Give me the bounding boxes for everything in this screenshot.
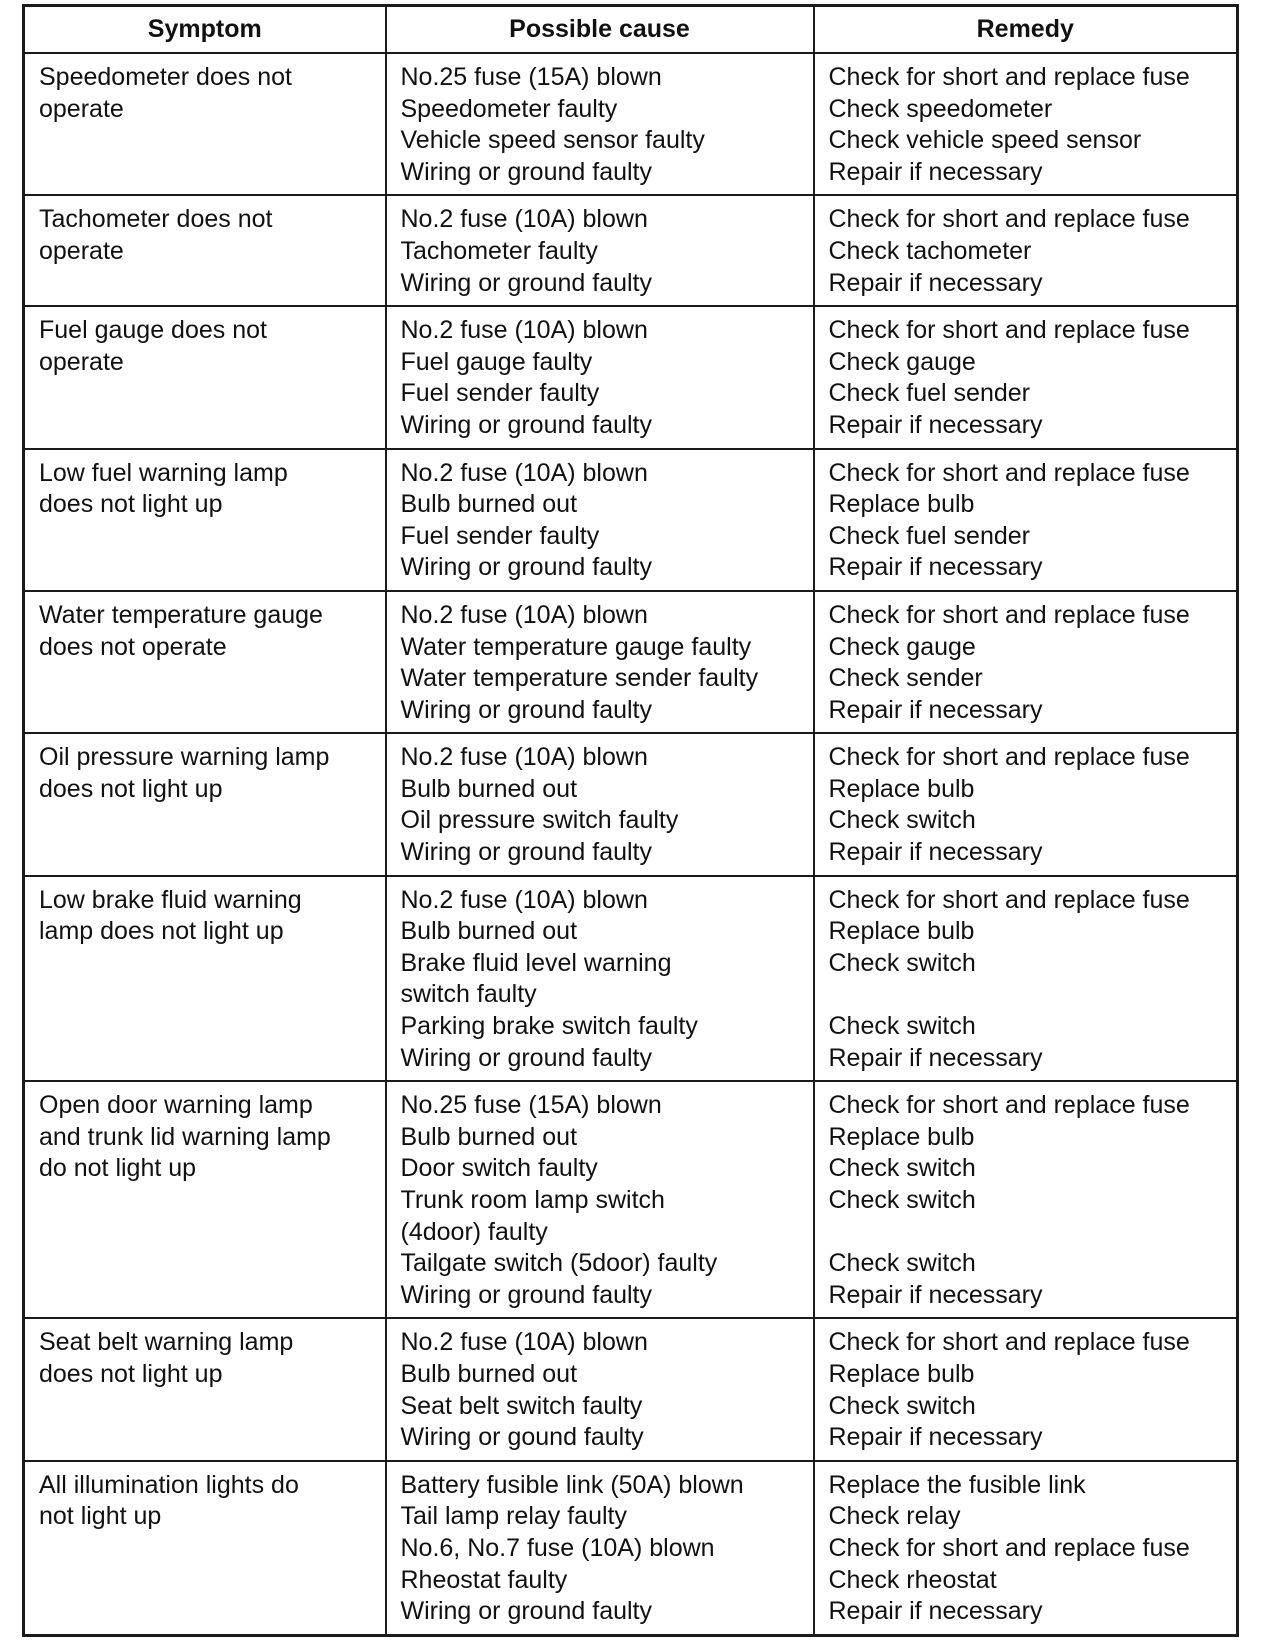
remedy-line: Repair if necessary	[828, 1423, 1043, 1452]
cause-line: Tachometer faulty	[400, 236, 598, 265]
cause-line: No.2 fuse (10A) blown	[400, 316, 648, 345]
symptom-cell	[24, 1461, 386, 1635]
symptom-line: All illumination lights do	[39, 1470, 299, 1499]
cause-line: Parking brake switch faulty	[400, 1012, 698, 1041]
cause-line: No.2 fuse (10A) blown	[400, 1328, 648, 1357]
cause-line: Speedometer faulty	[400, 94, 618, 123]
cause-line: Wiring or ground faulty	[400, 695, 653, 724]
remedy-line: Replace bulb	[828, 1359, 975, 1388]
remedy-line: Check for short and replace fuse	[828, 316, 1190, 345]
cause-line: No.2 fuse (10A) blown	[400, 458, 648, 487]
table-row	[24, 195, 1238, 306]
cause-line: Seat belt switch faulty	[400, 1391, 643, 1420]
table-row	[24, 1318, 1238, 1460]
cause-line: Brake fluid level warning	[400, 948, 672, 977]
possible-cause-cell	[386, 306, 814, 448]
possible-cause-cell	[386, 1081, 814, 1318]
remedy-line	[829, 1217, 1227, 1249]
table-row	[24, 1461, 1238, 1635]
symptom-line: Tachometer does not	[39, 205, 273, 234]
remedy-cell	[814, 591, 1238, 733]
remedy-line: Check switch	[828, 948, 976, 977]
table-row	[24, 449, 1238, 591]
symptom-line: does not light up	[39, 490, 223, 519]
possible-cause-cell	[386, 449, 814, 591]
header-symptom: Symptom	[24, 6, 386, 54]
cause-line: Wiring or ground faulty	[400, 268, 653, 297]
cause-line: Tailgate switch (5door) faulty	[400, 1249, 718, 1278]
remedy-cell	[814, 1081, 1238, 1318]
remedy-line: Check vehicle speed sensor	[828, 126, 1142, 155]
remedy-line	[829, 979, 1227, 1011]
remedy-line: Check gauge	[828, 347, 976, 376]
remedy-line: Repair if necessary	[828, 838, 1043, 867]
remedy-cell	[814, 449, 1238, 591]
symptom-line: does not light up	[39, 774, 223, 803]
remedy-line: Check relay	[828, 1502, 961, 1531]
remedy-line: Check switch	[828, 1391, 976, 1420]
symptom-line: Oil pressure warning lamp	[39, 743, 330, 772]
symptom-line: Seat belt warning lamp	[39, 1328, 294, 1357]
cause-line: Rheostat faulty	[400, 1565, 568, 1594]
possible-cause-cell	[386, 733, 814, 875]
cause-line: Wiring or ground faulty	[400, 1043, 653, 1072]
cause-line: Wiring or ground faulty	[400, 553, 653, 582]
cause-line: Bulb burned out	[400, 774, 578, 803]
remedy-line: Repair if necessary	[828, 410, 1043, 439]
cause-line: Bulb burned out	[400, 917, 578, 946]
remedy-line: Repair if necessary	[828, 157, 1043, 186]
remedy-line: Check tachometer	[828, 236, 1032, 265]
remedy-cell	[814, 306, 1238, 448]
remedy-line: Repair if necessary	[828, 695, 1043, 724]
cause-line: No.25 fuse (15A) blown	[400, 63, 662, 91]
cause-line: No.2 fuse (10A) blown	[400, 205, 648, 234]
cause-line: Wiring or gound faulty	[400, 1423, 644, 1452]
table-row	[24, 1081, 1238, 1318]
remedy-line: Repair if necessary	[828, 553, 1043, 582]
symptom-cell	[24, 195, 386, 306]
remedy-cell	[814, 53, 1238, 195]
header-remedy: Remedy	[814, 6, 1238, 54]
symptom-line: operate	[39, 236, 124, 265]
symptom-line: Low fuel warning lamp	[39, 458, 288, 487]
remedy-line: Replace bulb	[828, 774, 975, 803]
table-body	[24, 53, 1238, 1635]
remedy-line: Check switch	[828, 1154, 976, 1183]
cause-line: No.2 fuse (10A) blown	[400, 600, 648, 629]
header-possible-cause: Possible cause	[386, 6, 814, 54]
cause-line: Fuel sender faulty	[400, 379, 600, 408]
symptom-line: do not light up	[39, 1154, 197, 1183]
symptom-line: Fuel gauge does not	[39, 316, 267, 345]
symptom-line: Open door warning lamp	[39, 1091, 313, 1120]
symptom-cell	[24, 876, 386, 1082]
header-row	[24, 6, 1238, 54]
symptom-cell	[24, 449, 386, 591]
possible-cause-cell	[386, 195, 814, 306]
symptom-line: operate	[39, 94, 124, 123]
remedy-line: Check switch	[828, 1186, 976, 1214]
remedy-line: Check sender	[828, 664, 983, 693]
remedy-line: Check fuel sender	[828, 379, 1031, 408]
remedy-line: Check for short and replace fuse	[828, 743, 1190, 772]
cause-line: Fuel sender faulty	[400, 521, 600, 550]
remedy-cell	[814, 195, 1238, 306]
remedy-line: Check fuel sender	[828, 521, 1031, 550]
remedy-cell	[814, 1461, 1238, 1635]
cause-line: Water temperature gauge faulty	[400, 632, 752, 661]
symptom-cell	[24, 53, 386, 195]
cause-line: No.2 fuse (10A) blown	[400, 885, 648, 914]
remedy-line: Repair if necessary	[828, 1597, 1043, 1626]
troubleshooting-table	[22, 4, 1239, 1637]
remedy-line: Check for short and replace fuse	[828, 63, 1190, 91]
symptom-line: not light up	[39, 1502, 162, 1531]
remedy-cell	[814, 1318, 1238, 1460]
remedy-line: Repair if necessary	[828, 268, 1043, 297]
remedy-line: Check for short and replace fuse	[828, 1533, 1190, 1562]
possible-cause-cell	[386, 876, 814, 1082]
cause-line: Bulb burned out	[400, 490, 578, 519]
document-page	[22, 4, 1236, 1637]
symptom-line: and trunk lid warning lamp	[39, 1122, 331, 1151]
remedy-line: Check switch	[828, 806, 976, 835]
symptom-cell	[24, 1081, 386, 1318]
cause-line: Oil pressure switch faulty	[400, 806, 679, 835]
symptom-line: Speedometer does not	[39, 63, 292, 91]
symptom-line: does not operate	[39, 632, 227, 661]
cause-line: Bulb burned out	[400, 1122, 578, 1151]
symptom-line: Low brake fluid warning	[39, 885, 302, 914]
symptom-cell	[24, 1318, 386, 1460]
cause-line: Fuel gauge faulty	[400, 347, 593, 376]
cause-line: Bulb burned out	[400, 1359, 578, 1388]
remedy-line: Check for short and replace fuse	[828, 1091, 1190, 1120]
symptom-cell	[24, 591, 386, 733]
remedy-line: Repair if necessary	[828, 1043, 1043, 1072]
remedy-line: Check rheostat	[828, 1565, 997, 1594]
table-row	[24, 591, 1238, 733]
remedy-line: Check for short and replace fuse	[828, 458, 1190, 487]
cause-line: No.2 fuse (10A) blown	[400, 743, 648, 772]
cause-line: No.6, No.7 fuse (10A) blown	[400, 1533, 715, 1562]
remedy-line: Check for short and replace fuse	[828, 885, 1190, 914]
remedy-line: Check switch	[828, 1249, 976, 1278]
symptom-line: lamp does not light up	[39, 917, 284, 946]
cause-line: Trunk room lamp switch	[400, 1186, 665, 1214]
cause-line: Wiring or ground faulty	[400, 1280, 653, 1309]
cause-line: Wiring or ground faulty	[400, 838, 653, 867]
symptom-cell	[24, 306, 386, 448]
remedy-line: Replace bulb	[828, 917, 975, 946]
remedy-cell	[814, 876, 1238, 1082]
cause-line: (4door) faulty	[400, 1217, 548, 1246]
cause-line: No.25 fuse (15A) blown	[400, 1091, 662, 1120]
remedy-line: Check for short and replace fuse	[828, 205, 1190, 234]
possible-cause-cell	[386, 1318, 814, 1460]
remedy-line: Repair if necessary	[828, 1280, 1043, 1309]
symptom-line: operate	[39, 347, 124, 376]
cause-line: Wiring or ground faulty	[400, 410, 653, 439]
remedy-line: Replace the fusible link	[828, 1470, 1086, 1499]
cause-line: Door switch faulty	[400, 1154, 598, 1183]
possible-cause-cell	[386, 591, 814, 733]
table-row	[24, 306, 1238, 448]
cause-line: Tail lamp relay faulty	[400, 1502, 627, 1531]
cause-line: Wiring or ground faulty	[400, 157, 653, 186]
symptom-line: Water temperature gauge	[39, 600, 323, 629]
remedy-line: Check switch	[828, 1012, 976, 1041]
remedy-line: Check gauge	[828, 632, 976, 661]
symptom-line: does not light up	[39, 1359, 223, 1388]
possible-cause-cell	[386, 1461, 814, 1635]
possible-cause-cell	[386, 53, 814, 195]
cause-line: Water temperature sender faulty	[400, 664, 759, 693]
remedy-line: Check for short and replace fuse	[828, 1328, 1190, 1357]
cause-line: Wiring or ground faulty	[400, 1597, 653, 1626]
remedy-line: Replace bulb	[828, 490, 975, 519]
table-row	[24, 53, 1238, 195]
symptom-cell	[24, 733, 386, 875]
cause-line: switch faulty	[400, 980, 537, 1009]
cause-line: Battery fusible link (50A) blown	[400, 1470, 744, 1499]
cause-line: Vehicle speed sensor faulty	[400, 126, 705, 155]
remedy-line: Check speedometer	[828, 94, 1053, 123]
remedy-line: Replace bulb	[828, 1122, 975, 1151]
table-row	[24, 876, 1238, 1082]
remedy-line: Check for short and replace fuse	[828, 600, 1190, 629]
remedy-cell	[814, 733, 1238, 875]
table-row	[24, 733, 1238, 875]
